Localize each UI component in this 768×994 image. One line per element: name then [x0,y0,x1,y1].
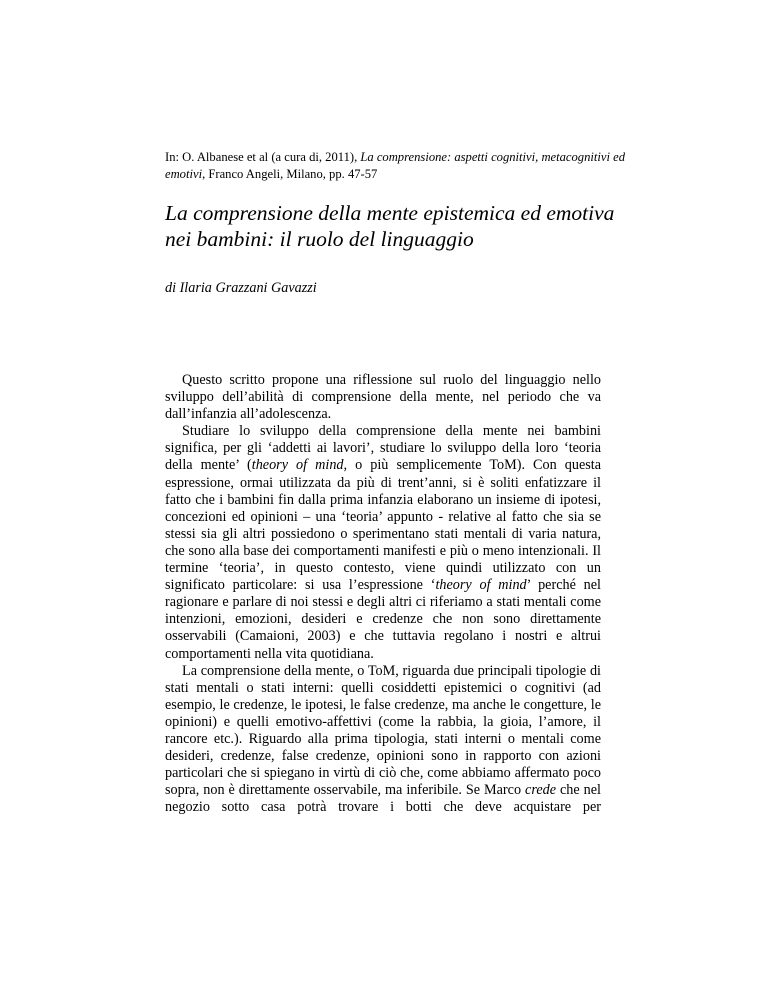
paragraph-2-part-c: , o più semplicemente ToM). Con questa espressione, ormai utilizzata da più di trent’anni, si è soliti enfatizzare il fatto che i bambini fin dalla prima infanzia elaborano un insieme di ipotesi, concezioni ed opinioni – una ‘teoria’ appunto - relative al fatto che sia se stessi sia gli altri possiedono o sperimentano stati mentali di varia natura, che sono alla base dei comportamenti manifesti e più o meno intenzionali. Il termine ‘teoria’, in questo contesto, viene quindi utilizzato con un significato particolare: si usa l’espressione ‘ [165,457,601,594]
citation-suffix: , Franco Angeli, Milano, pp. 47-57 [202,167,378,181]
citation-book-title: La comprensione: aspetti cognitivi, metacognitivi ed emotivi [165,150,626,181]
paragraph-1: Questo scritto propone una riflessione sul ruolo del linguaggio nello sviluppo dell’abilità di comprensione della mente, nel periodo che va dall’infanzia all’adolescenza. [165,372,601,423]
paragraph-2-part-a: Studiare lo sviluppo della comprensione della mente nei bambini significa, per gli ‘addetti ai lavori’, studiare lo sviluppo della loro ‘teoria della mente’ ( [165,423,601,474]
paragraph-3-italic-crede: crede [525,782,557,799]
body-text [165,372,601,816]
paragraph-2-italic-theory-of-mind-1: theory of mind [251,457,344,474]
paragraph-3-part-a: La comprensione della mente, o ToM, riguarda due principali tipologie di stati mentali o stati interni: quelli cosiddetti epistemici o cognitivi (ad esempio, le credenze, le ipotesi, le false credenze, ma anche le congetture, le opinioni) e quelli emotivo-affettivi (come la rabbia, la gioia, l’amore, il rancore etc.). Riguardo alla prima tipologia, stati interni o mentali come desideri, credenze, false credenze, opinioni sono in rapporto con azioni particolari che si spiegano in virtù di ciò che, come abbiamo affermato poco sopra, non è direttamente osservabile, ma inferibile. Se Marco [165,662,601,799]
paragraph-2-italic-theory-of-mind-2: theory of mind [435,577,527,594]
paragraph-3-part-c: che nel negozio sotto casa potrà trovare i botti che deve acquistare per [165,782,601,816]
citation [165,149,635,183]
paragraph-3 [165,663,601,817]
citation-prefix: In: O. Albanese et al (a cura di, 2011), [165,150,361,164]
paragraph-2 [165,423,601,662]
paper-title: La comprensione della mente epistemica ed emotiva nei bambini: il ruolo del linguaggio [165,201,615,251]
paragraph-2-part-e: ’ perché nel ragionare e parlare di noi stessi e degli altri ci riferiamo a stati mentali come intenzioni, emozioni, desideri e credenze che non sono direttamente osservabili (Camaioni, 2003) e che tuttavia regolano i nostri e altrui comportamenti nella vita quotidiana. [165,577,601,662]
author-byline: di Ilaria Grazzani Gavazzi [165,280,317,296]
